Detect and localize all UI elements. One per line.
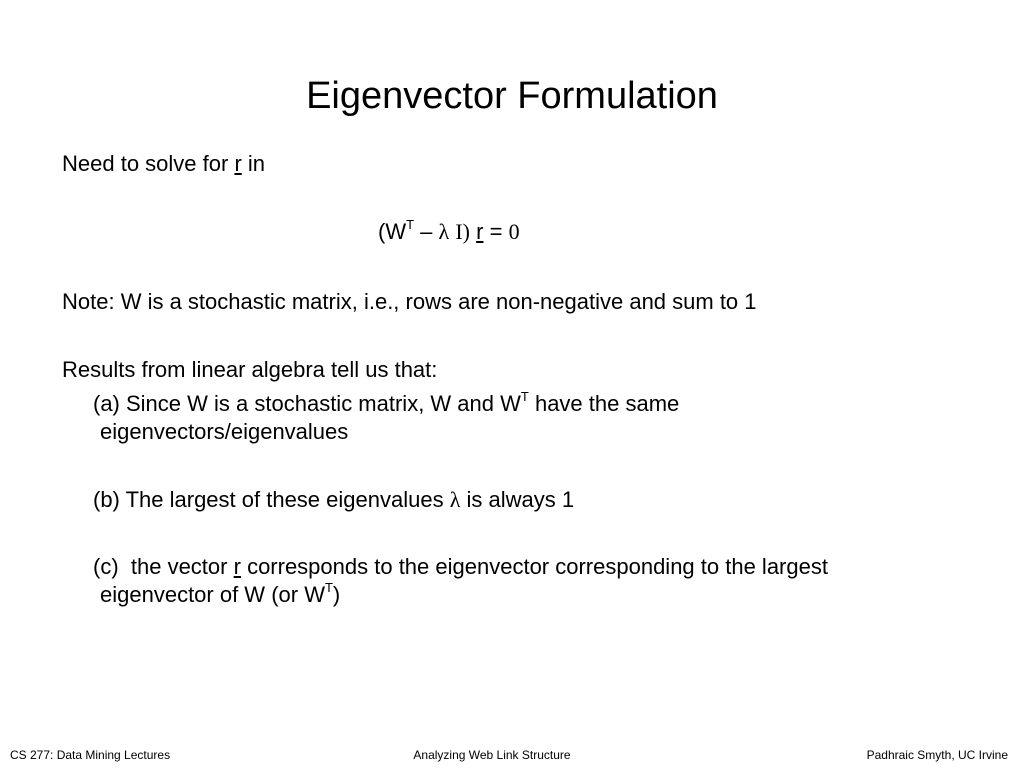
point-a-line-1 <box>93 390 679 418</box>
point-c-text-after: corresponds to the eigenvector corresponding to the largest <box>247 554 828 579</box>
equation-open: (W <box>378 219 407 244</box>
results-heading: Results from linear algebra tell us that: <box>62 357 438 382</box>
point-a-line-2: eigenvectors/eigenvalues <box>100 419 349 444</box>
note-line: Note: W is a stochastic matrix, i.e., rows are non-negative and sum to 1 <box>62 289 757 314</box>
identity-matrix: I) <box>455 219 470 244</box>
point-c-line-2-after: ) <box>332 582 341 607</box>
intro-text-before: Need to solve for <box>62 151 229 176</box>
intro-text-after: in <box>247 151 266 176</box>
transpose-superscript: T <box>520 388 529 404</box>
point-b-line <box>93 486 574 514</box>
variable-r: r <box>234 151 242 176</box>
lambda-symbol: λ <box>449 487 461 512</box>
intro-line <box>62 150 265 178</box>
variable-r: r <box>476 219 484 244</box>
footer-left: CS 277: Data Mining Lectures <box>10 748 171 762</box>
point-a-text-after: have the same <box>534 391 680 416</box>
equation-equals: = <box>489 219 503 244</box>
point-b-text-after: is always 1 <box>466 487 575 512</box>
point-c-line-1 <box>93 553 828 581</box>
transpose-superscript: T <box>324 579 333 595</box>
slide-title: Eigenvector Formulation <box>306 75 718 117</box>
point-c-line-2 <box>100 581 340 609</box>
footer-right: Padhraic Smyth, UC Irvine <box>866 748 1008 762</box>
zero-vector: 0 <box>508 219 520 244</box>
footer-center: Analyzing Web Link Structure <box>413 748 571 762</box>
variable-r: r <box>233 554 241 579</box>
transpose-superscript: T <box>406 216 415 232</box>
equation-minus: – <box>420 219 433 244</box>
equation <box>378 218 520 246</box>
point-c-line-2-before: eigenvector of W (or W <box>100 582 325 607</box>
point-a-text-before: (a) Since W is a stochastic matrix, W and W <box>93 391 521 416</box>
point-b-text-before: (b) The largest of these eigenvalues <box>93 487 444 512</box>
point-c-prefix: (c) the vector <box>93 554 228 579</box>
lambda-symbol: λ <box>438 219 450 244</box>
